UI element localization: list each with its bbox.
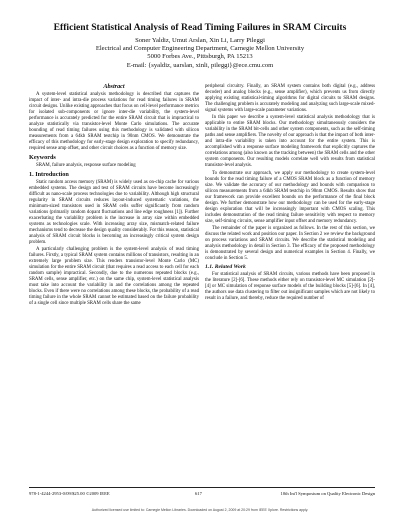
author-block [0, 37, 400, 70]
author-names: Soner Yaldiz, Umut Arslan, Xin Li, Larry Pileggi [135, 37, 265, 44]
author-affiliation: Electrical and Computer Engineering Department, Carnegie Mellon University [95, 45, 305, 53]
related-work-heading: 1.1. Related Work [205, 264, 246, 271]
right-paragraph-4: The remainder of the paper is organized as follows. In the rest of this section, we discuss the related work and position our paper. In Section 2 we review the background on process variations and SRAM circuits. We describe the statistical modeling and analysis methodology in detail in Section 3. The efficacy of the proposed methodology is demonstrated by several design and numerical examples in Section 4. Finally, we conclude in Section 5. [205, 226, 375, 262]
paper-title: Efficient Statistical Analysis of Read Timing Failures in SRAM Circuits [53, 22, 347, 33]
footer-rule [29, 487, 375, 488]
intro-paragraph-1: Static random access memory (SRAM) is widely used as on-chip cache for various embedded systems. The design and test of SRAM circuits have become increasingly difficult as nano-scale process technologies due to variability. Although high structural regularity in SRAM circuits reduces layout-induced systematic variations, the minimum-sized transistors used in SRAM cells suffer significantly from random variations (primarily random dopant fluctuations and line edge roughness [1]). Further exacerbating the variability problem is the increase in array size within embedded systems as technologies scale. With increasing array size, mismatch-related failure mechanisms tend to decrease the design quality considerably. For this reason, statistical analysis of SRAM circuit blocks is becoming an increasingly critical system design problem. [29, 180, 199, 245]
footer-isbn: 978-1-4244-2953-0/09/$25.00 ©2009 IEEE [29, 491, 110, 496]
license-notice: Authorized licensed use limited to: Carnegie Mellon Libraries. Downloaded on August 2, 2009 at 20:29 from IEEE Xplore. Restrictions apply. [91, 508, 309, 512]
right-paragraph-1: peripheral circuitry. Finally, an SRAM system contains both digital (e.g., address decoder) and analog blocks (e.g., sense amplifier), which prevents us from directly applying existing statistical-timing algorithms for digital circuits to SRAM designs. The challenging problem is accurately modeling and analyzing such large-scale mixed-signal systems with large-scale parameter variations. [205, 84, 375, 113]
keywords-heading: Keywords [29, 154, 56, 161]
footer-conference: 10th Int'l Symposium on Quality Electronic Design [280, 491, 375, 496]
abstract-text: A system-level statistical analysis methodology is described that captures the impact of inter- and intra-die process variations for read timing failures in SRAM circuit designs. Unlike existing approaches that focus on cell-level performance metrics for isolated sub-components or ignore inter-die variability, the system-level performance is accurately predicted for the entire SRAM circuit that is impractical to analyze statistically via transistor-level Monte Carlo simulations. The accurate bounding of read timing failures using this methodology is validated with silicon measurements from a 64kb SRAM testchip in 90nm CMOS. We demonstrate the efficacy of this methodology for early-stage design exploration to specify redundancy, required sense amp offset, and other circuit choices as a function of memory size. [29, 92, 199, 151]
intro-heading: 1. Introduction [29, 171, 69, 178]
right-paragraph-3: To demonstrate our approach, we apply our methodology to create system-level bounds for the read timing failure of a CMOS SRAM block as a function of memory size. We validate the accuracy of our methodology and bounds with comparison to silicon measurements from a 64kb SRAM testchip in 90nm CMOS. Results show that our framework can provide excellent bounds on the performance of the final block design. We further demonstrate how our methodology can be used for the early-stage design exploration that will be increasingly important with CMOS scaling. This includes demonstration of the read timing failure sensitivity with respect to memory size, self-timing circuits, sense amplifier input offset and memory redundancy. [205, 170, 375, 224]
right-paragraph-2: In this paper we describe a system-level statistical analysis methodology that is applicable to entire SRAM blocks. Our methodology simultaneously considers the variability in the SRAM bit-cells and other system components, such as the self-timing paths and sense amplifiers. The novelty of our approach is that the impact of both inter- and intra-die variability is taken into account for the entire system. This is accomplished with a response surface modeling framework that explicitly captures the correlations among (also known as the tracking between) the SRAM cells and the other system components. Our resulting models correlate well with results from statistical transistor-level analysis. [205, 115, 375, 169]
footer-page-number: 617 [195, 491, 202, 496]
intro-paragraph-2: A particularly challenging problem is the system-level analysis of read timing failures. Firstly, a typical SRAM system contains millions of transistors, resulting in an extremely large problem size. This renders transistor-level Monte Carlo (MC) simulation for the entire SRAM circuit (that requires a read access to each cell for each random sample) impractical. Secondly, due to the numerous repeated blocks (e.g., SRAM cells, sense amplifier, etc.) on the same chip, system-level statistical analysis must take into account the variability in and the correlations among the repeated blocks. Even if there were no correlations among these blocks, the probability of a read timing failure in the whole SRAM cannot be estimated based on the failure probability of a single cell since multiple SRAM cells share the same [29, 247, 199, 307]
left-column [29, 84, 199, 309]
related-work-paragraph: For statistical analysis of SRAM circuits, various methods have been proposed in the literature [2]-[6]. These methods either rely on transistor-level MC simulation [2]-[4] or MC simulation of response surface models of the building blocks [5]-[6]. In [4], the authors use data clustering to filter out insignificant samples which are not likely to result in a failure, and thereby, reduce the required number of [205, 271, 375, 301]
abstract-heading: Abstract [103, 83, 125, 90]
right-column [205, 84, 375, 303]
author-address: 5000 Forbes Ave., Pittsburgh, PA 15213 [147, 53, 253, 61]
author-email: E-mail: {syaldiz, uarslan, xinli, pileggi}@ece.cmu.com [126, 61, 274, 69]
keywords-text: SRAM, failure analysis, response surface modeling [36, 163, 136, 168]
